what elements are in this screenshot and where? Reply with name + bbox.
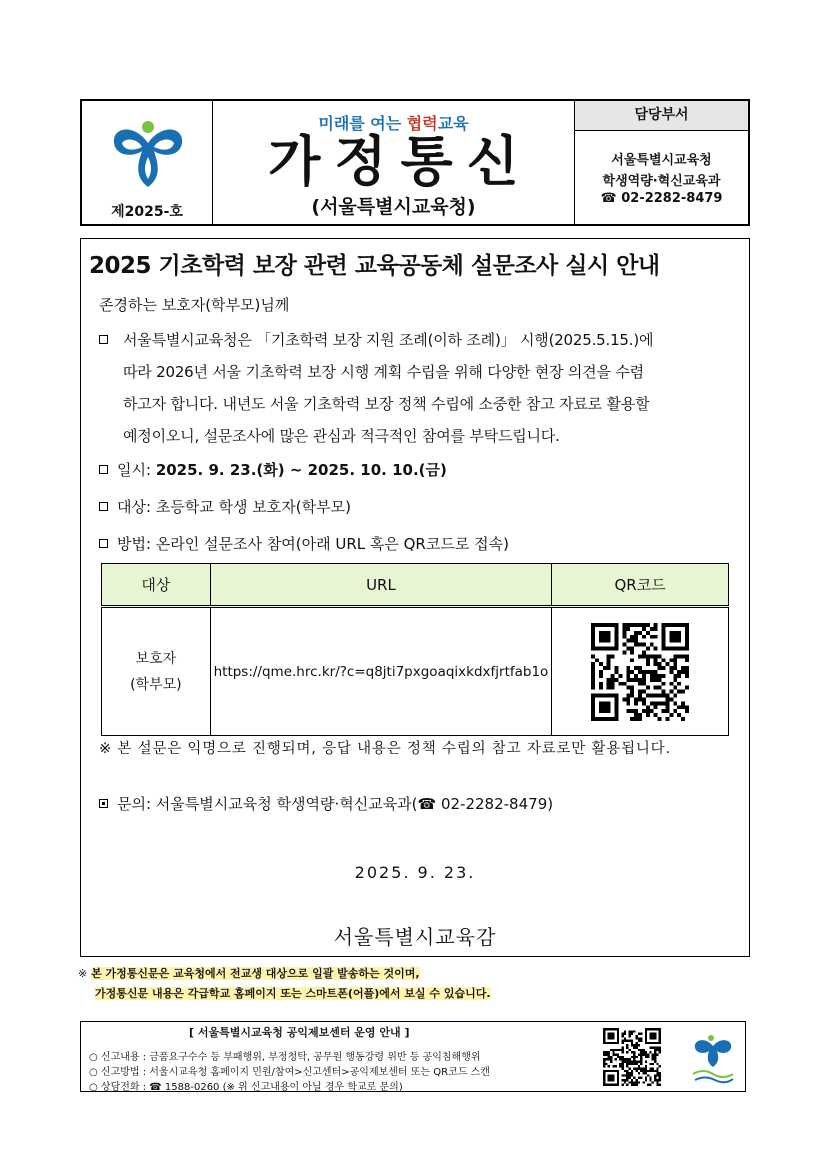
slogan-suffix: 교육	[437, 114, 469, 133]
checkbox-bullet-icon	[99, 465, 108, 474]
campaign-logo-icon	[689, 1032, 737, 1084]
department-division: 학생역량·혁신교육과	[602, 174, 721, 189]
department-label: 담당부서	[575, 101, 748, 131]
row-target-line: 보호자	[135, 650, 177, 667]
department-phone: ☎ 02-2282-8479	[600, 191, 723, 206]
bullet-method	[99, 533, 509, 554]
whistleblower-qr-code-icon[interactable]	[603, 1028, 661, 1086]
table-header-row	[102, 564, 729, 607]
survey-qr-code[interactable]	[552, 607, 729, 736]
inquiry-text: 문의: 서울특별시교육청 학생역량·혁신교육과(☎ 02-2282-8479)	[117, 795, 554, 813]
signer: 서울특별시교육감	[333, 925, 497, 949]
footer-line: 본 가정통신문은 교육청에서 전교생 대상으로 일괄 발송하는 것이며,	[91, 967, 420, 980]
qr-code-icon	[591, 623, 689, 721]
header-url: URL	[210, 564, 552, 607]
center-line: ○ 신고방법 : 서울시교육청 홈페이지 민원/참여>신고센터>공익제보센터 또는 QR코드 스캔	[89, 1067, 490, 1078]
slogan-highlight: 협력	[406, 114, 438, 133]
center-line: ○ 상담전화 : ☎ 1588-0260 (※ 위 신고내용이 아닐 경우 학교로 문의)	[89, 1082, 403, 1093]
bullet-target	[99, 496, 351, 517]
issuer-subtitle: (서울특별시교육청)	[311, 196, 476, 218]
bullet-intro	[99, 331, 117, 349]
department-org: 서울특별시교육청	[611, 153, 712, 168]
document-title: 2025 기초학력 보장 관련 교육공동체 설문조사 실시 안내	[89, 253, 660, 279]
filled-square-bullet-icon	[99, 799, 108, 808]
whistleblower-center-box	[80, 1021, 746, 1092]
header-qr: QR코드	[552, 564, 729, 607]
intro-paragraph	[123, 324, 737, 452]
bullet-schedule	[99, 459, 447, 480]
note-mark: ※	[78, 967, 88, 980]
target-text: 대상: 초등학교 학생 보호자(학부모)	[117, 498, 351, 516]
intro-line: 따라 2026년 서울 기초학력 보장 시행 계획 수립을 위해 다양한 현장 의견을 수렴	[123, 363, 644, 381]
survey-table	[101, 563, 729, 736]
anonymity-note: ※ 본 설문은 익명으로 진행되며, 응답 내용은 정책 수립의 참고 자료로만 활용됩니다.	[99, 741, 671, 757]
row-target-line: (학부모)	[130, 676, 182, 693]
footer-note-1	[78, 965, 420, 981]
intro-line: 예정이오니, 설문조사에 많은 관심과 적극적인 참여를 부탁드립니다.	[123, 427, 560, 445]
letterhead-title-cell	[213, 101, 575, 224]
greeting: 존경하는 보호자(학부모)님께	[99, 296, 290, 314]
center-line: ○ 신고내용 : 금품요구수수 등 부패행위, 부정청탁, 공무원 행동강령 위반 등 공익침해행위	[89, 1052, 481, 1063]
checkbox-bullet-icon	[99, 539, 108, 548]
department-cell	[575, 101, 748, 224]
issue-date: 2025. 9. 23.	[354, 863, 476, 882]
survey-url-link[interactable]: https://qme.hrc.kr/?c=q8jti7pxgoaqixkdxfjrtfab1o	[210, 607, 552, 736]
checkbox-bullet-icon	[99, 502, 108, 511]
letterhead	[80, 99, 750, 226]
header-target: 대상	[102, 564, 211, 607]
center-title: [ 서울특별시교육청 공익제보센터 운영 안내 ]	[189, 1026, 410, 1039]
footer-note-2	[95, 985, 491, 1001]
checkbox-bullet-icon	[99, 335, 108, 344]
letterhead-logo-cell	[82, 101, 213, 224]
issue-number: 제2025-호	[111, 204, 183, 220]
intro-line: 하고자 합니다. 내년도 서울 기초학력 보장 정책 수립에 소중한 참고 자료로 활용할	[123, 395, 650, 413]
method-text: 방법: 온라인 설문조사 참여(아래 URL 혹은 QR코드로 접속)	[117, 535, 509, 553]
intro-line: 서울특별시교육청은 「기초학력 보장 지원 조례(이하 조례)」 시행(2025.5.15.)에	[123, 331, 654, 349]
schedule-label: 일시:	[117, 461, 156, 479]
row-target	[102, 607, 211, 736]
schedule-value: 2025. 9. 23.(화) ~ 2025. 10. 10.(금)	[155, 461, 447, 479]
slogan-prefix: 미래를 여는	[318, 114, 407, 133]
seoul-education-logo-icon	[108, 113, 188, 193]
newsletter-title: 가정통신	[268, 129, 533, 193]
bullet-inquiry	[99, 793, 553, 814]
footer-line: 가정통신문 내용은 각급학교 홈페이지 또는 스마트폰(어플)에서 보실 수 있습니다.	[95, 987, 491, 1000]
notice-body	[80, 238, 750, 957]
table-row	[102, 607, 729, 736]
